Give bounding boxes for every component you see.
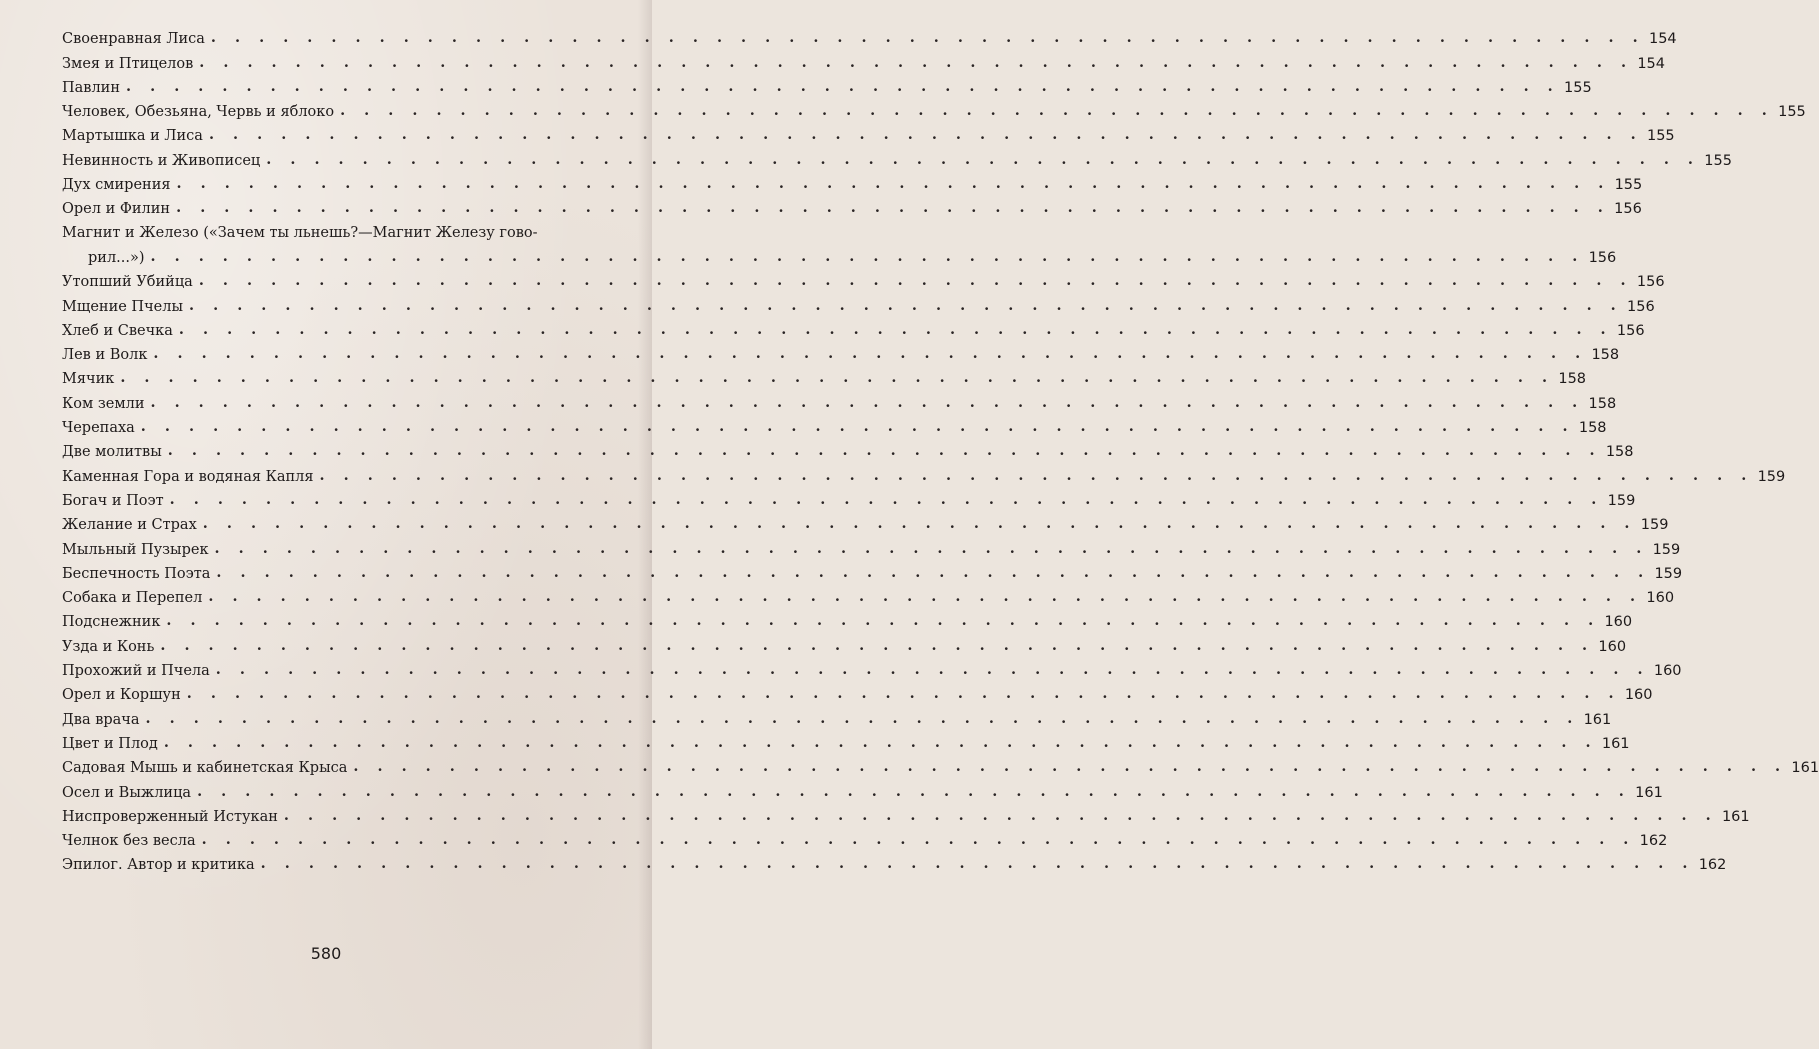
toc-entry xyxy=(62,121,1675,145)
toc-entry-page: 162 xyxy=(1639,833,1668,850)
toc-entry-title: Богач и Поэт xyxy=(62,492,164,509)
toc-entry-title: Беспечность Поэта xyxy=(62,565,211,582)
toc-entry-title: Челнок без весла xyxy=(62,833,196,850)
toc-entry-page: 160 xyxy=(1598,638,1627,655)
toc-entry-title: Мщение Пчелы xyxy=(62,298,183,315)
toc-entry-title: Черепаха xyxy=(62,420,135,437)
toc-entry-title: Магнит и Железо («Зачем ты льнешь?—Магнит Железу гово- xyxy=(62,225,538,242)
toc-entry xyxy=(62,388,1617,412)
dot-leader xyxy=(168,442,1602,461)
page-number: 580 xyxy=(310,944,342,963)
toc-entry-page: 161 xyxy=(1601,735,1630,752)
toc-entry-page: 160 xyxy=(1646,590,1675,607)
toc-entry-page: 155 xyxy=(1778,104,1806,121)
toc-entry-title: Мартышка и Лиса xyxy=(62,128,203,145)
toc-entry-page: 158 xyxy=(1588,395,1617,412)
toc-entry-title: Орел и Филин xyxy=(62,201,171,218)
toc-entry xyxy=(62,802,1750,826)
toc-entry xyxy=(62,486,1636,510)
dot-leader xyxy=(261,855,1695,874)
toc-entry-title: Подснежник xyxy=(62,614,161,631)
dot-leader xyxy=(216,564,1650,583)
toc-entry-page: 154 xyxy=(1637,55,1665,72)
dot-leader xyxy=(199,272,1633,291)
dot-leader xyxy=(179,321,1613,340)
dot-leader xyxy=(209,126,1643,145)
toc-entry-page: 154 xyxy=(1648,31,1677,48)
dot-leader xyxy=(176,199,1610,218)
toc-entry-page: 161 xyxy=(1791,760,1819,777)
toc-entry xyxy=(62,364,1587,388)
toc-entry-page: 159 xyxy=(1640,517,1669,534)
toc-entry-title: Павлин xyxy=(62,79,120,96)
toc-entry xyxy=(62,73,1592,97)
toc-entry-title: Осел и Выжлица xyxy=(62,784,192,801)
toc-entry xyxy=(62,656,1682,680)
toc-entry-page: 156 xyxy=(1614,201,1642,218)
toc-entry-title: Каменная Гора и водяная Капля xyxy=(62,468,314,485)
dot-leader xyxy=(353,758,1787,777)
toc-entry-title: Своенравная Лиса xyxy=(62,31,205,48)
dot-leader xyxy=(340,102,1774,121)
dot-leader xyxy=(187,685,1621,704)
dot-leader xyxy=(203,515,1637,534)
dot-leader xyxy=(208,588,1642,607)
toc-entry-page: 161 xyxy=(1721,808,1750,825)
toc-entry-page: 156 xyxy=(1627,298,1655,315)
dot-leader xyxy=(166,612,1600,631)
toc-entry xyxy=(62,48,1665,72)
table-of-contents xyxy=(62,24,1819,874)
toc-entry-page: 161 xyxy=(1583,711,1612,728)
dot-leader xyxy=(189,297,1623,316)
toc-entry-page: 155 xyxy=(1614,177,1643,194)
toc-entry-title: Собака и Перепел xyxy=(62,590,203,607)
toc-entry xyxy=(62,510,1669,534)
toc-entry-title: Прохожий и Пчела xyxy=(62,663,210,680)
toc-entry-page: 161 xyxy=(1635,784,1663,801)
toc-entry-title: Узда и Конь xyxy=(62,638,155,655)
toc-entry xyxy=(62,218,1617,267)
toc-entry-page: 158 xyxy=(1558,371,1587,388)
dot-leader xyxy=(164,734,1598,753)
dot-leader xyxy=(170,491,1604,510)
toc-entry-title: Дух смирения xyxy=(62,177,171,194)
dot-leader xyxy=(160,637,1594,656)
page-edge-shadow xyxy=(638,0,652,1049)
toc-entry xyxy=(62,461,1786,485)
toc-entry-title: Мыльный Пузырек xyxy=(62,541,209,558)
toc-entry xyxy=(62,680,1653,704)
toc-entry xyxy=(62,194,1642,218)
toc-entry-page: 155 xyxy=(1704,152,1732,169)
toc-entry-page: 160 xyxy=(1653,663,1682,680)
toc-entry xyxy=(62,850,1727,874)
toc-entry-page: 159 xyxy=(1757,468,1786,485)
dot-leader xyxy=(146,710,1580,729)
toc-entry-page: 158 xyxy=(1578,420,1607,437)
toc-entry xyxy=(62,704,1612,728)
dot-leader xyxy=(202,831,1636,850)
dot-leader xyxy=(215,540,1649,559)
dot-leader xyxy=(199,54,1633,73)
toc-entry xyxy=(62,437,1634,461)
toc-entry-page: 160 xyxy=(1624,687,1653,704)
toc-entry xyxy=(62,583,1675,607)
toc-entry-title: Ниспроверженный Истукан xyxy=(62,808,278,825)
toc-entry-page: 159 xyxy=(1652,541,1681,558)
toc-entry xyxy=(62,24,1677,48)
toc-entry xyxy=(62,777,1663,801)
toc-entry xyxy=(62,170,1643,194)
toc-entry-page: 160 xyxy=(1604,614,1633,631)
toc-entry-title: Змея и Птицелов xyxy=(62,55,194,72)
toc-entry-page: 159 xyxy=(1607,492,1636,509)
toc-entry-title: Садовая Мышь и кабинетская Крыса xyxy=(62,760,348,777)
dot-leader xyxy=(141,418,1575,437)
toc-entry xyxy=(62,291,1655,315)
dot-leader xyxy=(211,29,1645,48)
toc-entry xyxy=(62,316,1645,340)
toc-entry-title: Невинность и Живописец xyxy=(62,152,261,169)
toc-entry-page: 156 xyxy=(1588,249,1617,266)
toc-entry xyxy=(62,413,1607,437)
toc-entry-title: Ком земли xyxy=(62,395,145,412)
toc-entry-page: 155 xyxy=(1564,79,1592,96)
toc-entry-title: Человек, Обезьяна, Червь и яблоко xyxy=(62,104,335,121)
toc-entry-title: Две молитвы xyxy=(62,444,162,461)
toc-entry xyxy=(62,631,1627,655)
dot-leader xyxy=(320,467,1754,486)
dot-leader xyxy=(126,78,1560,97)
dot-leader xyxy=(120,369,1554,388)
toc-entry-title: Орел и Коршун xyxy=(62,687,181,704)
toc-entry xyxy=(62,753,1819,777)
toc-entry-title: Лев и Волк xyxy=(62,347,148,364)
toc-entry-title: Хлеб и Свечка xyxy=(62,322,173,339)
toc-entry-title-continued: рил...») xyxy=(88,249,145,266)
toc-entry-page: 162 xyxy=(1698,857,1727,874)
toc-entry-title: Утопший Убийца xyxy=(62,274,193,291)
dot-leader xyxy=(266,151,1700,170)
toc-entry xyxy=(62,340,1620,364)
dot-leader xyxy=(177,175,1611,194)
toc-entry-page: 155 xyxy=(1646,128,1675,145)
dot-leader xyxy=(150,394,1584,413)
dot-leader xyxy=(197,783,1631,802)
toc-entry-title: Два врача xyxy=(62,711,140,728)
dot-leader xyxy=(153,345,1587,364)
toc-entry xyxy=(62,729,1630,753)
toc-entry-page: 156 xyxy=(1616,322,1645,339)
toc-entry xyxy=(62,607,1633,631)
toc-entry-title: Желание и Страх xyxy=(62,517,197,534)
dot-leader xyxy=(151,248,1585,267)
toc-entry-page: 159 xyxy=(1654,565,1683,582)
toc-entry xyxy=(62,145,1732,169)
toc-entry-page: 156 xyxy=(1636,274,1665,291)
toc-entry-page: 158 xyxy=(1591,347,1620,364)
toc-entry-title: Эпилог. Автор и критика xyxy=(62,857,255,874)
toc-entry-title: Цвет и Плод xyxy=(62,735,158,752)
toc-entry-page: 158 xyxy=(1605,444,1634,461)
toc-entry xyxy=(62,97,1806,121)
toc-entry xyxy=(62,267,1665,291)
toc-entry xyxy=(62,826,1668,850)
toc-entry xyxy=(62,559,1683,583)
toc-entry-title: Мячик xyxy=(62,371,115,388)
dot-leader xyxy=(216,661,1650,680)
toc-entry xyxy=(62,534,1681,558)
dot-leader xyxy=(284,807,1718,826)
